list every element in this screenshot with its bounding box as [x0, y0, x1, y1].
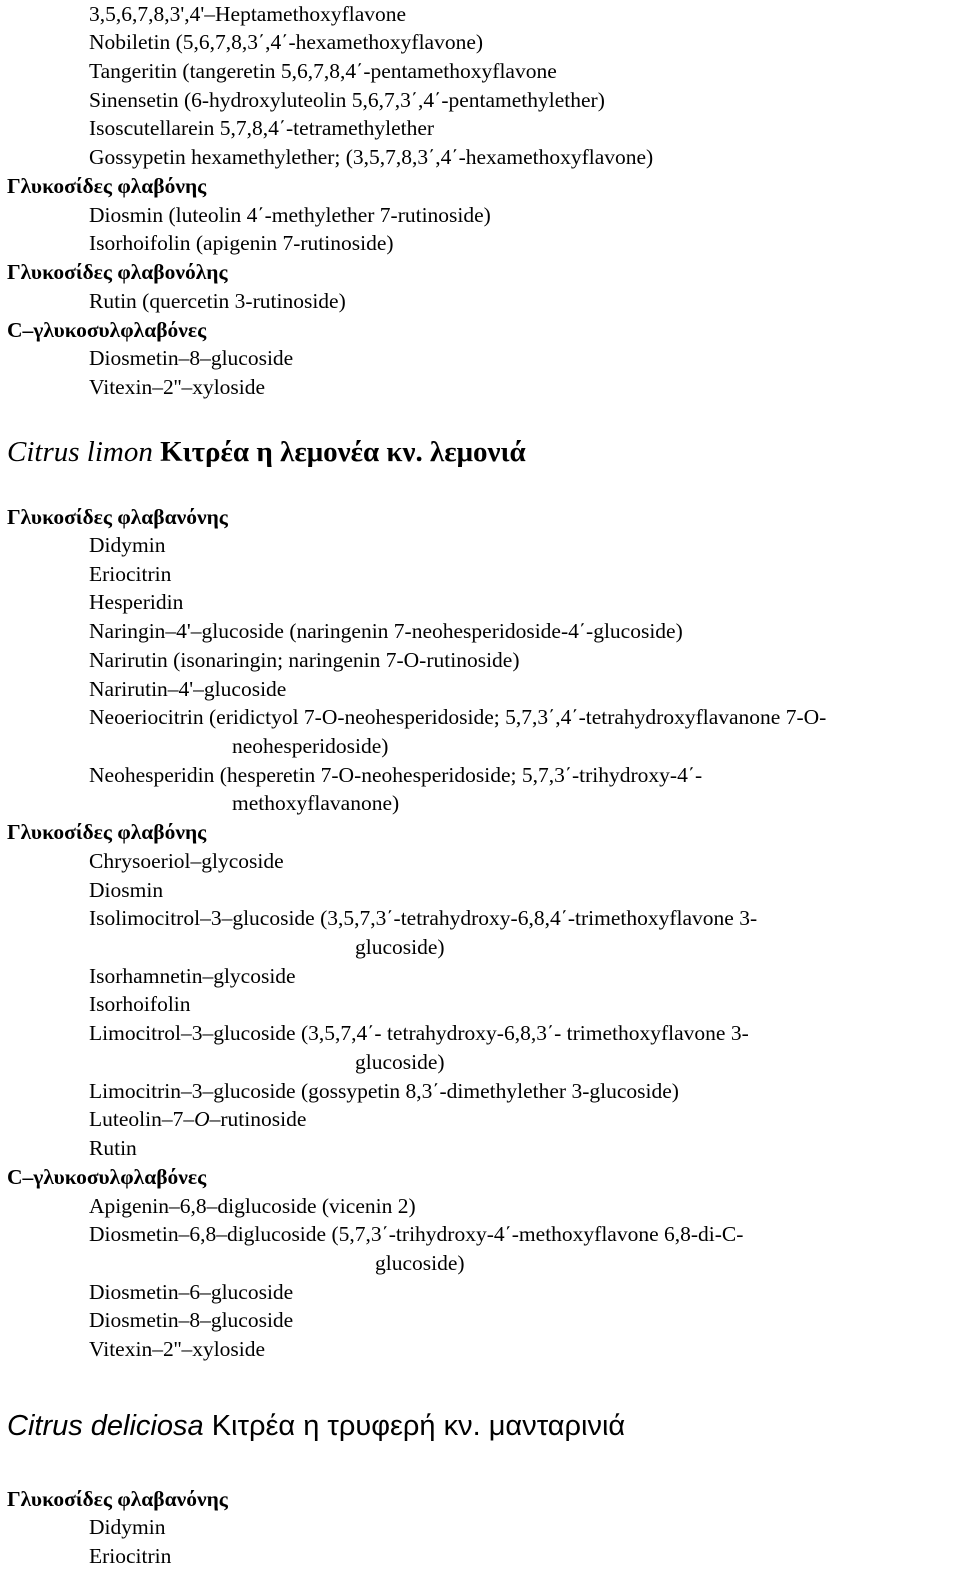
- list-item: Diosmetin–6–glucoside: [89, 1280, 294, 1304]
- section-heading-flavanone-glycosides: Γλυκοσίδες φλαβανόνης: [7, 505, 228, 529]
- list-item: Nobiletin (5,6,7,8,3΄,4΄-hexamethoxyflavone): [89, 30, 484, 54]
- list-item-continuation: methoxyflavanone): [232, 791, 400, 815]
- list-item: Rutin: [89, 1136, 137, 1160]
- list-item: Eriocitrin: [89, 562, 172, 586]
- species-title-citrus-deliciosa: [7, 1408, 625, 1444]
- list-item: Narirutin–4'–glucoside: [89, 677, 287, 701]
- section-heading-flavone-glycosides: Γλυκοσίδες φλαβόνης: [7, 820, 207, 844]
- list-item: Neoeriocitrin (eridictyol 7-O-neohesperidoside; 5,7,3΄,4΄-tetrahydroxyflavanone 7-O-: [89, 705, 827, 729]
- list-item: Hesperidin: [89, 590, 184, 614]
- list-item-continuation: glucoside): [355, 1050, 445, 1074]
- list-item: Diosmetin–6,8–diglucoside (5,7,3΄-trihydroxy-4΄-methoxyflavone 6,8-di-C-: [89, 1222, 744, 1246]
- greek-common-name: Κιτρέα η λεμονέα κν. λεμονιά: [160, 436, 526, 468]
- list-item: Chrysoeriol–glycoside: [89, 849, 284, 873]
- scientific-name: Citrus limon: [7, 436, 153, 468]
- list-item: Sinensetin (6-hydroxyluteolin 5,6,7,3΄,4΄-pentamethylether): [89, 88, 605, 112]
- list-item: Isoscutellarein 5,7,8,4΄-tetramethylether: [89, 116, 435, 140]
- list-item: Didymin: [89, 533, 166, 557]
- greek-common-name: Κιτρέα η τρυφερή κν. μανταρινιά: [211, 1410, 626, 1442]
- list-item-continuation: glucoside): [375, 1251, 465, 1275]
- list-item-continuation: neohesperidoside): [232, 734, 389, 758]
- list-item: [89, 1105, 306, 1134]
- list-item: Eriocitrin: [89, 1544, 172, 1568]
- luteolin-part-b: –rutinoside: [209, 1107, 307, 1131]
- list-item: Diosmin (luteolin 4΄-methylether 7-rutinoside): [89, 203, 491, 227]
- list-item: Naringin–4'–glucoside (naringenin 7-neohesperidoside-4΄-glucoside): [89, 619, 683, 643]
- list-item: 3,5,6,7,8,3',4'–Heptamethoxyflavone: [89, 2, 407, 26]
- luteolin-o-italic: O: [194, 1107, 210, 1131]
- list-item: Diosmetin–8–glucoside: [89, 1308, 294, 1332]
- scientific-name: Citrus deliciosa: [7, 1410, 204, 1442]
- list-item: Isorhoifolin: [89, 992, 191, 1016]
- list-item: Narirutin (isonaringin; naringenin 7-O-rutinoside): [89, 648, 520, 672]
- list-item: Vitexin–2''–xyloside: [89, 1337, 266, 1361]
- section-heading-flavone-glycosides: Γλυκοσίδες φλαβόνης: [7, 174, 207, 198]
- list-item: Vitexin–2''–xyloside: [89, 375, 266, 399]
- section-heading-c-glycosylflavones: C–γλυκοσυλφλαβόνες: [7, 318, 207, 342]
- section-heading-flavonol-glycosides: Γλυκοσίδες φλαβονόλης: [7, 260, 228, 284]
- list-item: Limocitrol–3–glucoside (3,5,7,4΄- tetrahydroxy-6,8,3΄- trimethoxyflavone 3-: [89, 1021, 749, 1045]
- list-item: Rutin (quercetin 3-rutinoside): [89, 289, 346, 313]
- species-title-citrus-limon: [7, 434, 526, 470]
- list-item-continuation: glucoside): [355, 935, 445, 959]
- list-item: Gossypetin hexamethylether; (3,5,7,8,3΄,4΄-hexamethoxyflavone): [89, 145, 654, 169]
- list-item: Isorhamnetin–glycoside: [89, 964, 296, 988]
- list-item: Apigenin–6,8–diglucoside (vicenin 2): [89, 1194, 416, 1218]
- luteolin-part-a: Luteolin–7–: [89, 1107, 195, 1131]
- list-item: Tangeritin (tangeretin 5,6,7,8,4΄-pentamethoxyflavone: [89, 59, 557, 83]
- list-item: Isolimocitrol–3–glucoside (3,5,7,3΄-tetrahydroxy-6,8,4΄-trimethoxyflavone 3-: [89, 906, 758, 930]
- list-item: Isorhoifolin (apigenin 7-rutinoside): [89, 231, 394, 255]
- list-item: Didymin: [89, 1515, 166, 1539]
- section-heading-c-glycosylflavones: C–γλυκοσυλφλαβόνες: [7, 1165, 207, 1189]
- list-item: Diosmetin–8–glucoside: [89, 346, 294, 370]
- section-heading-flavanone-glycosides: Γλυκοσίδες φλαβανόνης: [7, 1487, 228, 1511]
- list-item: Neohesperidin (hesperetin 7-O-neohesperidoside; 5,7,3΄-trihydroxy-4΄-: [89, 763, 703, 787]
- list-item: Diosmin: [89, 878, 164, 902]
- list-item: Limocitrin–3–glucoside (gossypetin 8,3΄-dimethylether 3-glucoside): [89, 1079, 679, 1103]
